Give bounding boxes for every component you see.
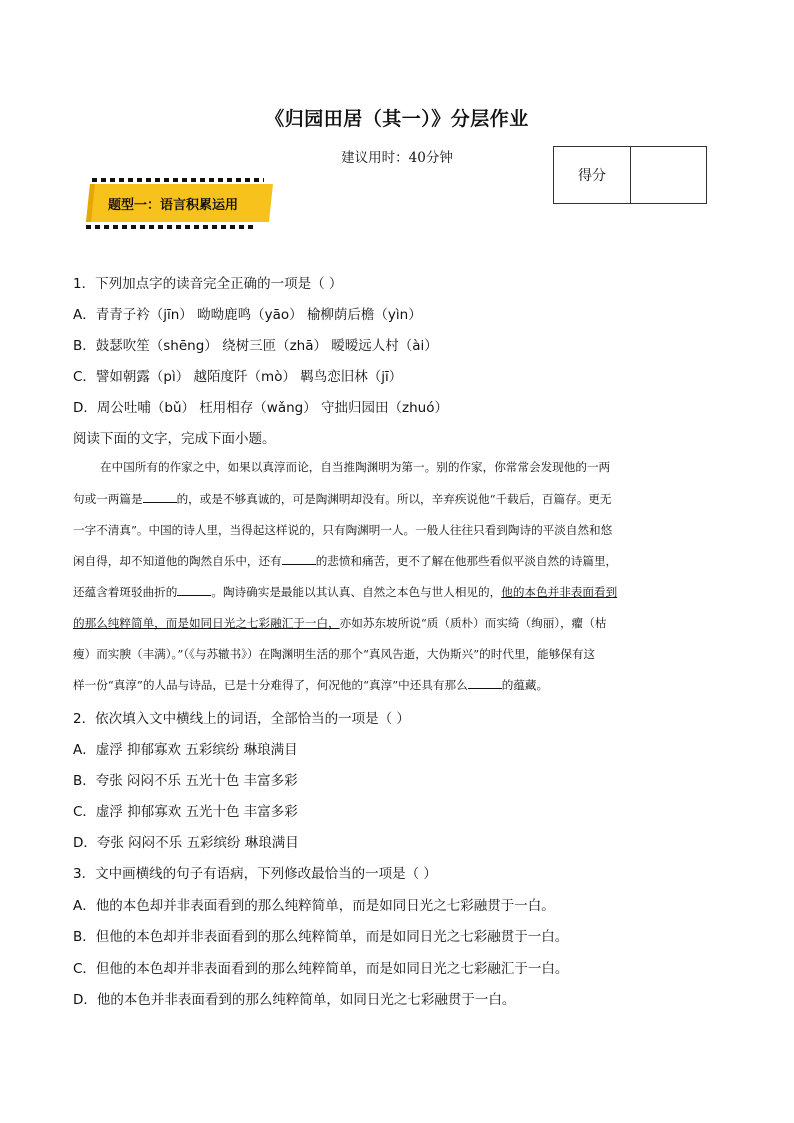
fill-blank[interactable] xyxy=(468,678,502,689)
section-banner xyxy=(86,178,272,230)
question-3-stem: 3．文中画横线的句子有语病，下列修改最恰当的一项是（ ） xyxy=(73,866,437,882)
passage-line: 样一份“真淳”的人品与诗品，已是十分难得了，何况他的“真淳”中还具有那么 的蕴藏。 xyxy=(73,678,549,692)
question-2-option-d[interactable]: D．夸张 闷闷不乐 五彩缤纷 琳琅满目 xyxy=(73,835,299,851)
banner-dash-decoration xyxy=(86,225,256,229)
reading-instruction: 阅读下面的文字，完成下面小题。 xyxy=(73,431,276,447)
question-2-option-c[interactable]: C．虚浮 抑郁寡欢 五光十色 丰富多彩 xyxy=(73,804,298,820)
passage-line: 句或一两篇是 的，或是不够真诚的，可是陶渊明却没有。所以，辛弃疾说他“千载后，百篇存。更无 xyxy=(73,492,612,506)
question-3-option-c[interactable]: C．但他的本色却并非表面看到的那么纯粹简单，而是如同日光之七彩融汇于一白。 xyxy=(73,961,569,977)
question-2-option-b[interactable]: B．夸张 闷闷不乐 五光十色 丰富多彩 xyxy=(73,773,298,789)
fill-blank[interactable] xyxy=(282,554,316,565)
page-title: 《归园田居（其一）》分层作业 xyxy=(265,108,529,130)
suggested-time: 建议用时：40分钟 xyxy=(341,150,453,166)
score-label: 得分 xyxy=(554,147,631,203)
passage-line: 在中国所有的作家之中，如果以真淳而论，自当推陶渊明为第一。别的作家，你常常会发现他的一两 xyxy=(100,460,611,474)
question-2-option-a[interactable]: A．虚浮 抑郁寡欢 五彩缤纷 琳琅满目 xyxy=(73,742,298,758)
score-input[interactable] xyxy=(631,147,706,203)
question-3-option-d[interactable]: D．他的本色并非表面看到的那么纯粹简单，如同日光之七彩融贯于一白。 xyxy=(73,992,516,1008)
underlined-sentence: 他的本色并非表面看到 xyxy=(501,585,618,599)
passage-line: 瘦）而实腴（丰满）。”（《与苏辙书》）在陶渊明生活的那个“真风告逝，大伪斯兴”的时代里，能够保有这 xyxy=(73,647,596,661)
section-banner-label: 题型一：语言积累运用 xyxy=(108,198,239,213)
question-1-option-a[interactable]: A．青青子衿（jīn） 呦呦鹿鸣（yāo） 榆柳荫后檐（yìn） xyxy=(73,307,422,323)
question-1-option-b[interactable]: B．鼓瑟吹笙（shēng） 绕树三匝（zhā） 暧暧远人村（ài） xyxy=(73,338,438,354)
question-2-stem: 2．依次填入文中横线上的词语，全部恰当的一项是（ ） xyxy=(73,711,410,727)
passage-line: 还蕴含着斑驳曲折的 。陶诗确实是最能以其认真、自然之本色与世人相见的，他的本色并非表面看到 xyxy=(73,585,618,599)
question-3-option-a[interactable]: A．他的本色却并非表面看到的那么纯粹简单，而是如同日光之七彩融贯于一白。 xyxy=(73,898,555,914)
underlined-sentence: 的那么纯粹简单，而是如同日光之七彩融汇于一白， xyxy=(73,616,340,630)
question-3-option-b[interactable]: B．但他的本色却并非表面看到的那么纯粹简单，而是如同日光之七彩融贯于一白。 xyxy=(73,929,569,945)
question-1-option-c[interactable]: C．譬如朝露（pì） 越陌度阡（mò） 羁鸟恋旧林（jī） xyxy=(73,369,403,385)
score-box xyxy=(553,146,707,204)
passage-line: 的那么纯粹简单，而是如同日光之七彩融汇于一白，亦如苏东坡所说“质（质朴）而实绮（绚丽），癯（枯 xyxy=(73,616,607,630)
fill-blank[interactable] xyxy=(143,492,177,503)
fill-blank[interactable] xyxy=(177,585,211,596)
question-1-stem: 1．下列加点字的读音完全正确的一项是（ ） xyxy=(73,276,343,292)
passage-line: 闲自得，却不知道他的陶然自乐中，还有 的悲愤和痛苦，更不了解在他那些看似平淡自然的诗篇里， xyxy=(73,554,618,568)
question-1-option-d[interactable]: D．周公吐哺（bǔ） 枉用相存（wǎng） 守拙归园田（zhuó） xyxy=(73,400,449,416)
banner-dash-decoration xyxy=(92,178,264,182)
passage-line: 一字不清真”。中国的诗人里，当得起这样说的，只有陶渊明一人。一般人往往只看到陶诗的平淡自然和悠 xyxy=(73,523,613,537)
